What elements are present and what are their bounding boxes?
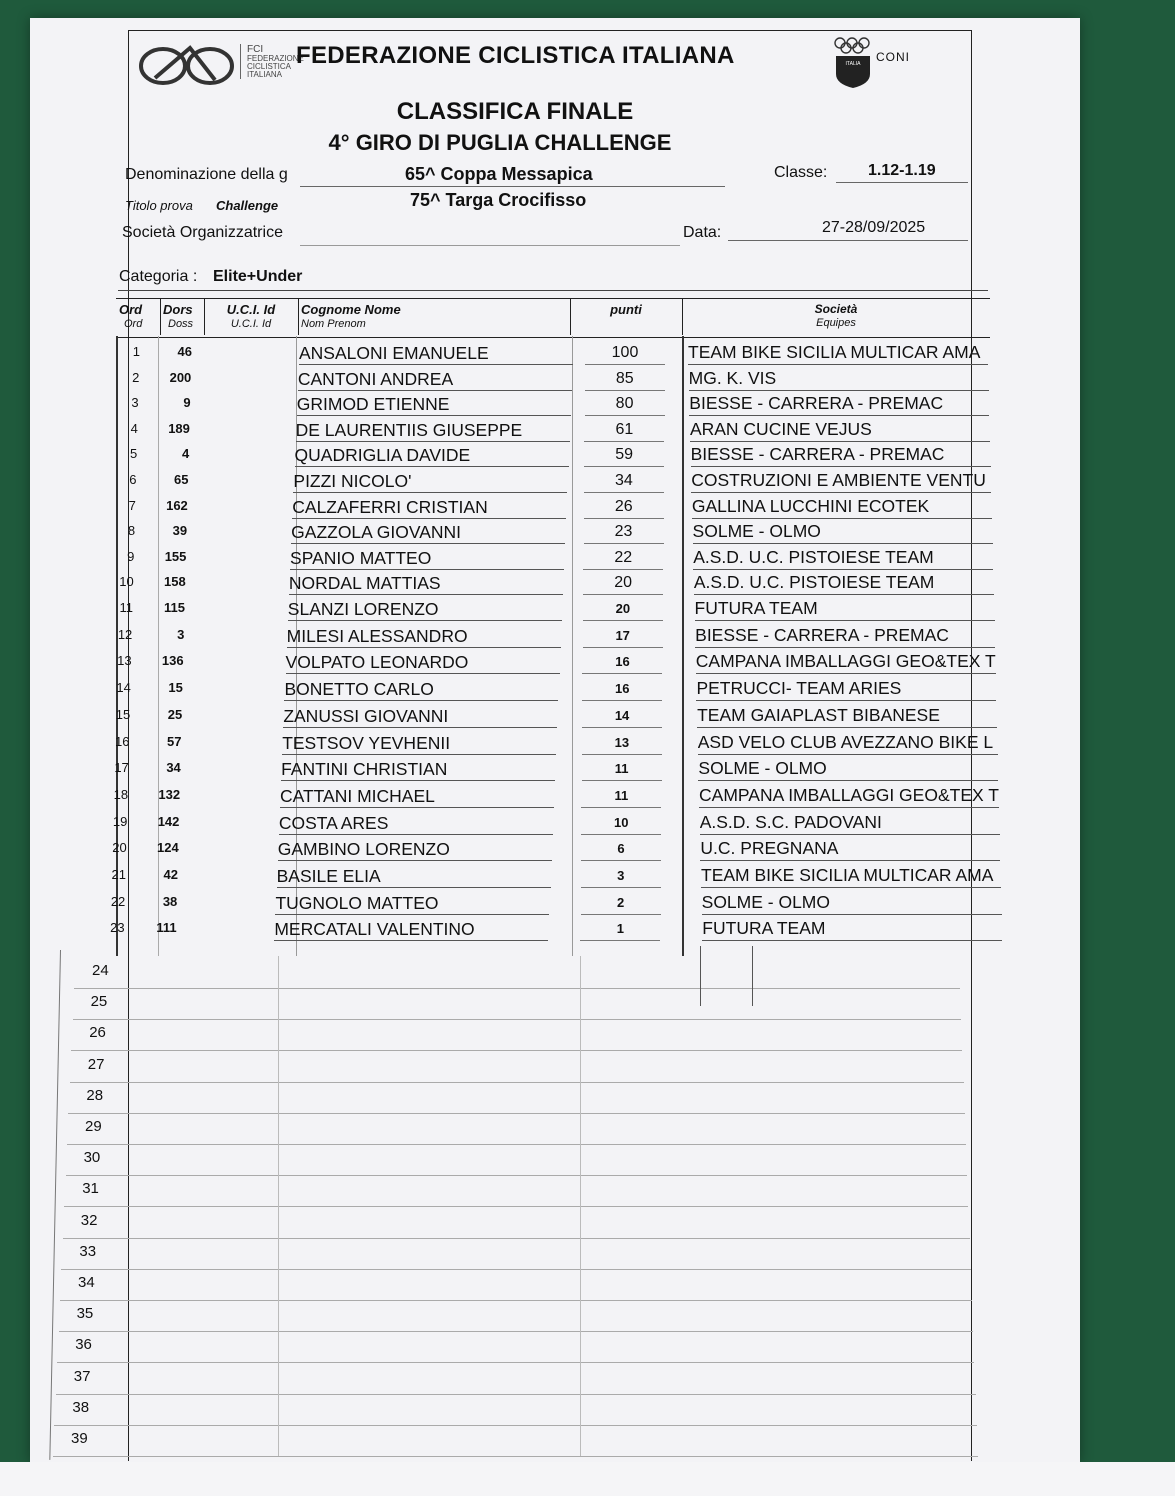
cell-team: CAMPANA IMBALLAGGI GEO&TEX T bbox=[696, 649, 996, 674]
cell-team: A.S.D. S.C. PADOVANI bbox=[700, 810, 1000, 835]
cell-team: TEAM BIKE SICILIA MULTICAR AMA bbox=[688, 340, 988, 365]
page-subtitle: 4° GIRO DI PUGLIA CHALLENGE bbox=[328, 130, 672, 155]
societa-underline bbox=[300, 245, 680, 246]
cell-punti: 10 bbox=[581, 810, 661, 835]
categoria-value: Elite+Under bbox=[213, 268, 303, 285]
table-row bbox=[0, 623, 1175, 649]
cell-name: TESTSOV YEVHENII bbox=[282, 730, 556, 755]
cell-ord: 9 bbox=[127, 548, 135, 564]
cell-ord: 22 bbox=[110, 893, 126, 909]
fci-abbr: FCI bbox=[247, 44, 264, 55]
empty-team-line bbox=[700, 946, 701, 1006]
cell-ord: 4 bbox=[130, 420, 138, 436]
empty-punti-line bbox=[580, 956, 581, 1456]
empty-row-line bbox=[73, 1019, 962, 1020]
cell-punti: 17 bbox=[583, 623, 663, 648]
cell-punti: 20 bbox=[583, 596, 663, 621]
empty-row-number: 24 bbox=[92, 962, 109, 979]
categoria-underline bbox=[118, 290, 988, 291]
cell-punti: 85 bbox=[585, 366, 665, 391]
cell-dors: 34 bbox=[166, 760, 181, 776]
cell-punti: 59 bbox=[584, 442, 664, 467]
empty-row-line bbox=[68, 1113, 964, 1114]
cell-name: CANTONI ANDREA bbox=[298, 366, 572, 391]
cell-dors: 124 bbox=[156, 840, 179, 856]
fci-line-3: ITALIANA bbox=[247, 70, 282, 79]
fci-small-text bbox=[240, 44, 304, 79]
table-row bbox=[0, 570, 1175, 596]
cell-ord: 19 bbox=[112, 813, 128, 829]
cell-dors: 3 bbox=[177, 626, 185, 642]
cell-name: TUGNOLO MATTEO bbox=[275, 890, 549, 915]
cell-dors: 189 bbox=[168, 420, 190, 436]
cell-name: MILESI ALESSANDRO bbox=[287, 623, 561, 648]
empty-row-line bbox=[64, 1206, 968, 1207]
cell-punti: 23 bbox=[584, 519, 664, 544]
cell-punti: 6 bbox=[581, 836, 661, 861]
cell-dors: 162 bbox=[166, 497, 188, 513]
cell-ord: 15 bbox=[115, 706, 131, 722]
col-name-fr: Nom Prenom bbox=[301, 318, 366, 330]
cell-name: MERCATALI VALENTINO bbox=[274, 916, 548, 941]
table-row bbox=[0, 836, 1175, 862]
societa-label: Società Organizzatrice bbox=[122, 224, 283, 241]
cell-dors: 42 bbox=[163, 867, 178, 882]
empty-name-line bbox=[278, 956, 279, 1456]
col-uci-fr: U.C.I. Id bbox=[230, 318, 272, 330]
cell-team: U.C. PREGNANA bbox=[700, 836, 1000, 861]
empty-row-number: 28 bbox=[86, 1086, 104, 1104]
cell-punti: 14 bbox=[582, 703, 662, 728]
empty-row-number: 25 bbox=[90, 993, 108, 1011]
col-name-label: Cognome Nome bbox=[301, 302, 401, 317]
cell-ord: 3 bbox=[131, 395, 139, 411]
cell-name: CALZAFERRI CRISTIAN bbox=[292, 494, 566, 519]
cell-team: CAMPANA IMBALLAGGI GEO&TEX T bbox=[699, 783, 999, 808]
table-row bbox=[0, 756, 1175, 782]
cell-team: ARAN CUCINE VEJUS bbox=[690, 417, 990, 442]
empty-row-number: 31 bbox=[82, 1180, 99, 1198]
table-row bbox=[0, 890, 1175, 916]
empty-row-line bbox=[60, 1300, 972, 1301]
classe-underline bbox=[836, 182, 968, 183]
cell-name: GAMBINO LORENZO bbox=[278, 836, 552, 861]
coni-flag-text: ITALIA bbox=[845, 61, 861, 67]
cell-name: QUADRIGLIA DAVIDE bbox=[295, 442, 569, 467]
cell-punti: 100 bbox=[585, 340, 665, 365]
col-ord-label: Ord bbox=[119, 302, 143, 317]
empty-row-line bbox=[56, 1394, 976, 1395]
cell-ord: 18 bbox=[113, 786, 129, 802]
cell-team: FUTURA TEAM bbox=[695, 596, 995, 621]
race-name-1: 65^ Coppa Messapica bbox=[405, 164, 593, 184]
empty-row-number: 27 bbox=[87, 1055, 105, 1073]
cell-team: GALLINA LUCCHINI ECOTEK bbox=[692, 494, 992, 519]
empty-row-number: 35 bbox=[76, 1305, 94, 1323]
col-uci bbox=[204, 299, 299, 335]
empty-row-line bbox=[57, 1362, 974, 1363]
cell-team: PETRUCCI- TEAM ARIES bbox=[696, 676, 996, 701]
empty-row-line bbox=[71, 1050, 962, 1051]
cell-ord: 20 bbox=[112, 840, 127, 856]
cell-punti: 1 bbox=[580, 916, 660, 941]
race-name-2: 75^ Targa Crocifisso bbox=[410, 190, 587, 210]
cell-name: GAZZOLA GIOVANNI bbox=[291, 519, 565, 544]
cell-name: COSTA ARES bbox=[279, 810, 553, 835]
col-ord bbox=[116, 299, 161, 335]
col-name bbox=[298, 299, 571, 335]
cell-ord: 23 bbox=[110, 920, 125, 936]
empty-row-line bbox=[59, 1331, 974, 1332]
col-dors bbox=[160, 299, 205, 335]
cell-ord: 5 bbox=[129, 446, 138, 462]
cell-punti: 26 bbox=[584, 494, 664, 519]
table-row bbox=[0, 545, 1175, 571]
table-row bbox=[0, 442, 1175, 468]
cell-ord: 13 bbox=[117, 653, 132, 669]
cell-punti: 11 bbox=[581, 783, 661, 808]
cell-name: SLANZI LORENZO bbox=[288, 596, 562, 621]
cell-ord: 17 bbox=[114, 760, 129, 776]
cell-punti: 34 bbox=[584, 468, 664, 493]
cell-dors: 200 bbox=[169, 369, 192, 385]
empty-row-number: 39 bbox=[71, 1430, 88, 1447]
cell-punti: 2 bbox=[581, 890, 661, 915]
empty-row-number: 29 bbox=[85, 1118, 102, 1135]
cell-ord: 2 bbox=[132, 369, 140, 385]
denominazione-label: Denominazione della g bbox=[125, 166, 288, 183]
table-row bbox=[0, 417, 1175, 443]
empty-row-number: 34 bbox=[78, 1274, 95, 1291]
table-row bbox=[0, 730, 1175, 756]
cell-punti: 3 bbox=[581, 863, 661, 888]
cell-dors: 158 bbox=[163, 574, 186, 590]
cell-punti: 20 bbox=[583, 570, 663, 595]
table-row bbox=[0, 468, 1175, 494]
cell-team: ASD VELO CLUB AVEZZANO BIKE L bbox=[698, 730, 998, 755]
empty-row-line bbox=[74, 988, 960, 989]
table-row bbox=[0, 391, 1175, 417]
cell-name: ANSALONI EMANUELE bbox=[299, 340, 573, 365]
table-row bbox=[0, 783, 1175, 809]
federation-title: FEDERAZIONE CICLISTICA ITALIANA bbox=[296, 42, 735, 69]
cell-name: CATTANI MICHAEL bbox=[280, 783, 554, 808]
col-ord-fr: Ord bbox=[124, 318, 143, 330]
empty-row-line bbox=[66, 1175, 968, 1176]
cell-name: BASILE ELIA bbox=[277, 863, 551, 888]
table-header bbox=[116, 298, 990, 338]
empty-team-box bbox=[752, 946, 753, 1006]
empty-row-number: 30 bbox=[83, 1149, 101, 1167]
cell-team: A.S.D. U.C. PISTOIESE TEAM bbox=[693, 545, 993, 570]
cell-ord: 1 bbox=[132, 344, 140, 359]
cell-team: SOLME - OLMO bbox=[698, 756, 998, 781]
cell-ord: 8 bbox=[127, 523, 136, 539]
cell-dors: 9 bbox=[183, 395, 191, 411]
fci-logo-icon bbox=[135, 38, 240, 90]
cell-team: COSTRUZIONI E AMBIENTE VENTU bbox=[691, 468, 991, 493]
cell-team: BIESSE - CARRERA - PREMAC bbox=[695, 623, 995, 648]
empty-row-line bbox=[54, 1425, 976, 1426]
empty-row-line bbox=[70, 1082, 964, 1083]
cell-punti: 16 bbox=[582, 649, 662, 674]
cell-dors: 115 bbox=[164, 600, 185, 615]
table-row bbox=[0, 916, 1175, 942]
cell-dors: 39 bbox=[172, 523, 188, 539]
cell-dors: 132 bbox=[158, 786, 181, 802]
fci-line-1: FEDERAZIONE bbox=[247, 54, 304, 63]
empty-row-line bbox=[53, 1456, 978, 1457]
empty-row-number: 37 bbox=[73, 1367, 91, 1385]
cell-punti: 22 bbox=[583, 545, 663, 570]
cell-dors: 111 bbox=[156, 920, 177, 936]
cell-dors: 46 bbox=[177, 344, 192, 359]
col-societa-label: Società bbox=[814, 302, 858, 316]
cell-name: BONETTO CARLO bbox=[284, 676, 558, 701]
cell-punti: 16 bbox=[582, 676, 662, 701]
cell-team: TEAM BIKE SICILIA MULTICAR AMA bbox=[701, 863, 1001, 888]
cell-team: TEAM GAIAPLAST BIBANESE bbox=[697, 703, 997, 728]
table-row bbox=[0, 519, 1175, 545]
cell-dors: 15 bbox=[168, 680, 183, 696]
titolo-label: Titolo prova bbox=[125, 198, 193, 213]
cell-ord: 14 bbox=[116, 680, 131, 696]
empty-row-number: 38 bbox=[72, 1398, 90, 1416]
cell-name: FANTINI CHRISTIAN bbox=[281, 756, 555, 781]
col-uci-label: U.C.I. Id bbox=[226, 302, 276, 317]
table-row bbox=[0, 649, 1175, 675]
page-title: CLASSIFICA FINALE bbox=[396, 98, 634, 125]
coni-label: CONI bbox=[876, 50, 910, 64]
cell-dors: 57 bbox=[167, 733, 182, 749]
empty-row-number: 26 bbox=[89, 1024, 106, 1042]
empty-row-line bbox=[67, 1144, 966, 1145]
col-dors-fr: Doss bbox=[168, 318, 194, 330]
cell-punti: 13 bbox=[582, 730, 662, 755]
cell-punti: 80 bbox=[585, 391, 665, 416]
table-row bbox=[0, 340, 1175, 366]
cell-ord: 16 bbox=[115, 733, 130, 749]
cell-dors: 136 bbox=[161, 653, 184, 669]
cell-ord: 10 bbox=[119, 574, 134, 590]
classe-value: 1.12-1.19 bbox=[868, 162, 936, 179]
coni-logo-icon bbox=[830, 36, 876, 88]
cell-name: ZANUSSI GIOVANNI bbox=[283, 703, 557, 728]
classe-label: Classe: bbox=[774, 164, 828, 181]
col-societa bbox=[682, 299, 990, 335]
empty-row-number: 33 bbox=[79, 1242, 97, 1260]
cell-ord: 11 bbox=[119, 600, 133, 615]
cell-name: NORDAL MATTIAS bbox=[289, 570, 563, 595]
cell-name: DE LAURENTIIS GIUSEPPE bbox=[296, 417, 570, 442]
empty-row-line bbox=[61, 1269, 970, 1270]
table-row bbox=[0, 810, 1175, 836]
cell-dors: 155 bbox=[164, 548, 187, 564]
table-row bbox=[0, 494, 1175, 520]
cell-ord: 12 bbox=[117, 626, 133, 642]
empty-row-line bbox=[63, 1238, 970, 1239]
table-row bbox=[0, 676, 1175, 702]
cell-team: SOLME - OLMO bbox=[693, 519, 993, 544]
cell-name: VOLPATO LEONARDO bbox=[286, 649, 560, 674]
bottom-paper-strip bbox=[0, 1462, 1175, 1496]
data-underline bbox=[728, 240, 968, 241]
cell-team: BIESSE - CARRERA - PREMAC bbox=[689, 391, 989, 416]
data-label: Data: bbox=[683, 224, 722, 241]
cell-dors: 25 bbox=[167, 706, 183, 722]
cell-team: FUTURA TEAM bbox=[702, 916, 1002, 941]
col-dors-label: Dors bbox=[163, 302, 193, 317]
cell-name: SPANIO MATTEO bbox=[290, 545, 564, 570]
cell-dors: 4 bbox=[181, 446, 190, 462]
cell-punti: 11 bbox=[582, 756, 662, 781]
cell-dors: 38 bbox=[162, 893, 178, 909]
empty-row-number: 36 bbox=[75, 1336, 92, 1354]
fci-line-2: CICLISTICA bbox=[247, 62, 292, 71]
cell-dors: 142 bbox=[157, 813, 180, 829]
col-punti bbox=[570, 299, 683, 335]
categoria-label: Categoria : bbox=[119, 268, 198, 285]
cell-team: MG. K. VIS bbox=[689, 366, 989, 391]
empty-row-number: 32 bbox=[80, 1211, 98, 1229]
cell-team: BIESSE - CARRERA - PREMAC bbox=[691, 442, 991, 467]
cell-ord: 21 bbox=[111, 867, 126, 882]
table-row bbox=[0, 703, 1175, 729]
data-value: 27-28/09/2025 bbox=[822, 219, 926, 236]
titolo-value: Challenge bbox=[216, 198, 279, 213]
cell-name: GRIMOD ETIENNE bbox=[297, 391, 571, 416]
cell-punti: 61 bbox=[584, 417, 664, 442]
race-name-underline bbox=[300, 186, 725, 187]
cell-team: SOLME - OLMO bbox=[702, 890, 1002, 915]
table-row bbox=[0, 366, 1175, 392]
col-punti-label: punti bbox=[610, 302, 642, 317]
cell-name: PIZZI NICOLO' bbox=[293, 468, 567, 493]
cell-dors: 65 bbox=[174, 472, 189, 487]
table-row bbox=[0, 596, 1175, 622]
cell-ord: 7 bbox=[128, 497, 136, 513]
col-societa-fr: Equipes bbox=[816, 317, 856, 329]
table-row bbox=[0, 863, 1175, 889]
cell-team: A.S.D. U.C. PISTOIESE TEAM bbox=[694, 570, 994, 595]
cell-ord: 6 bbox=[129, 472, 137, 487]
